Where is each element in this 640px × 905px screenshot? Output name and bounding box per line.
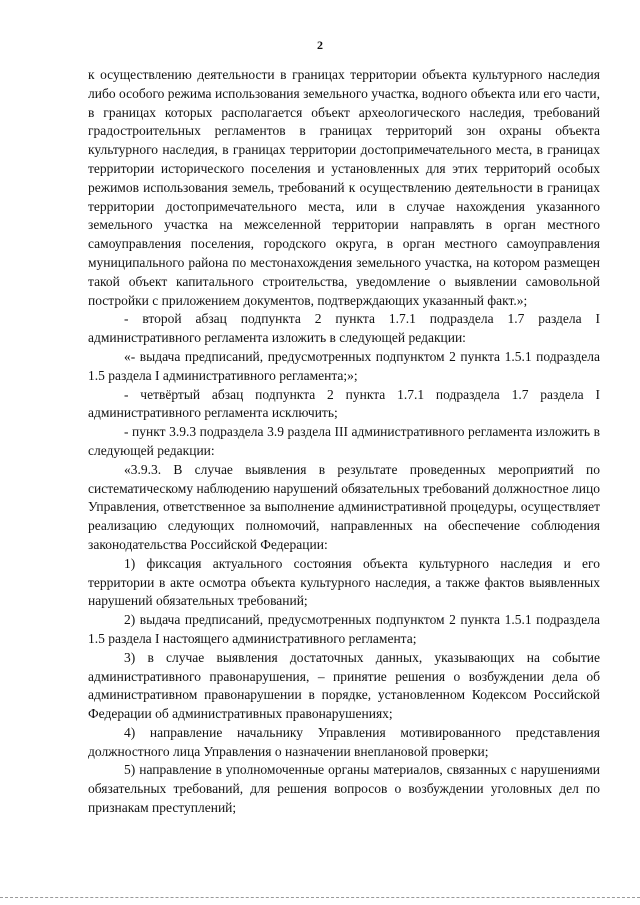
document-body bbox=[88, 66, 600, 818]
paragraph-amendment-1-text: «- выдача предписаний, предусмотренных подпунктом 2 пункта 1.5.1 подраздела 1.5 раздела I административного регламента;»; bbox=[88, 348, 600, 383]
list-item-3: 3) в случае выявления достаточных данных, указывающих на событие административного правонарушения, – принятие решения о возбуждении дела об административном правонарушении в порядке, установленном Кодексом Российской Федерации об административных правонарушениях; bbox=[88, 649, 600, 722]
list-item-5: 5) направление в уполномоченные органы материалов, связанных с нарушениями обязательных требований, для решения вопросов о возбуждении уголовных дел по признакам преступлений; bbox=[88, 762, 600, 816]
bottom-scan-edge bbox=[0, 897, 640, 898]
page-number: 2 bbox=[317, 38, 323, 52]
paragraph-amendment-2: - четвёртый абзац подпункта 2 пункта 1.7.1 подраздела 1.7 раздела I административного регламента исключить; bbox=[88, 386, 600, 421]
paragraph-continuation: к осуществлению деятельности в границах территории объекта культурного наследия либо особого режима использования земельного участка, водного объекта или его части, в границах которых располагается объект археологического наследия, требований градостроительных регламентов в границах территорий зон охраны объекта культурного наследия, в границах территории достопримечательного места, в границах территории исторического поселения и установленных для этих территорий особых режимов использования земель, требований к осуществлению деятельности в границах территории достопримечательного места, или в случае нахождения указанного земельного участка на межселенной территории направлять в орган местного самоуправления поселения, городского округа, в орган местного самоуправления муниципального района по местонахождения земельного участка, на котором размещен такой объект капитального строительства, уведомление о выявлении самовольной постройки с приложением документов, подтверждающих указанный факт.»; bbox=[88, 67, 600, 308]
paragraph-amendment-3: - пункт 3.9.3 подраздела 3.9 раздела III административного регламента изложить в следующей редакции: bbox=[88, 424, 600, 458]
list-item-2: 2) выдача предписаний, предусмотренных подпунктом 2 пункта 1.5.1 подраздела 1.5 раздела I настоящего административного регламента; bbox=[88, 612, 600, 646]
list-item-1: 1) фиксация актуального состояния объекта культурного наследия и его территории в акте осмотра объекта культурного наследия, а также фактов выявленных нарушений обязательных требований; bbox=[88, 555, 600, 609]
paragraph-amendment-1: - второй абзац подпункта 2 пункта 1.7.1 подраздела 1.7 раздела I административного регламента изложить в следующей редакции: bbox=[88, 311, 600, 346]
list-item-4: 4) направление начальнику Управления мотивированного представления должностного лица Управления о назначении внеплановой проверки; bbox=[88, 724, 600, 759]
paragraph-3-9-3: «3.9.3. В случае выявления в результате проведенных мероприятий по систематическому наблюдению нарушений обязательных требований должностное лицо Управления, ответственное за выполнение административной процедуры, осуществляет реализацию следующих полномочий, направленных на обеспечение соблюдения законодательства Российской Федерации: bbox=[88, 461, 600, 552]
